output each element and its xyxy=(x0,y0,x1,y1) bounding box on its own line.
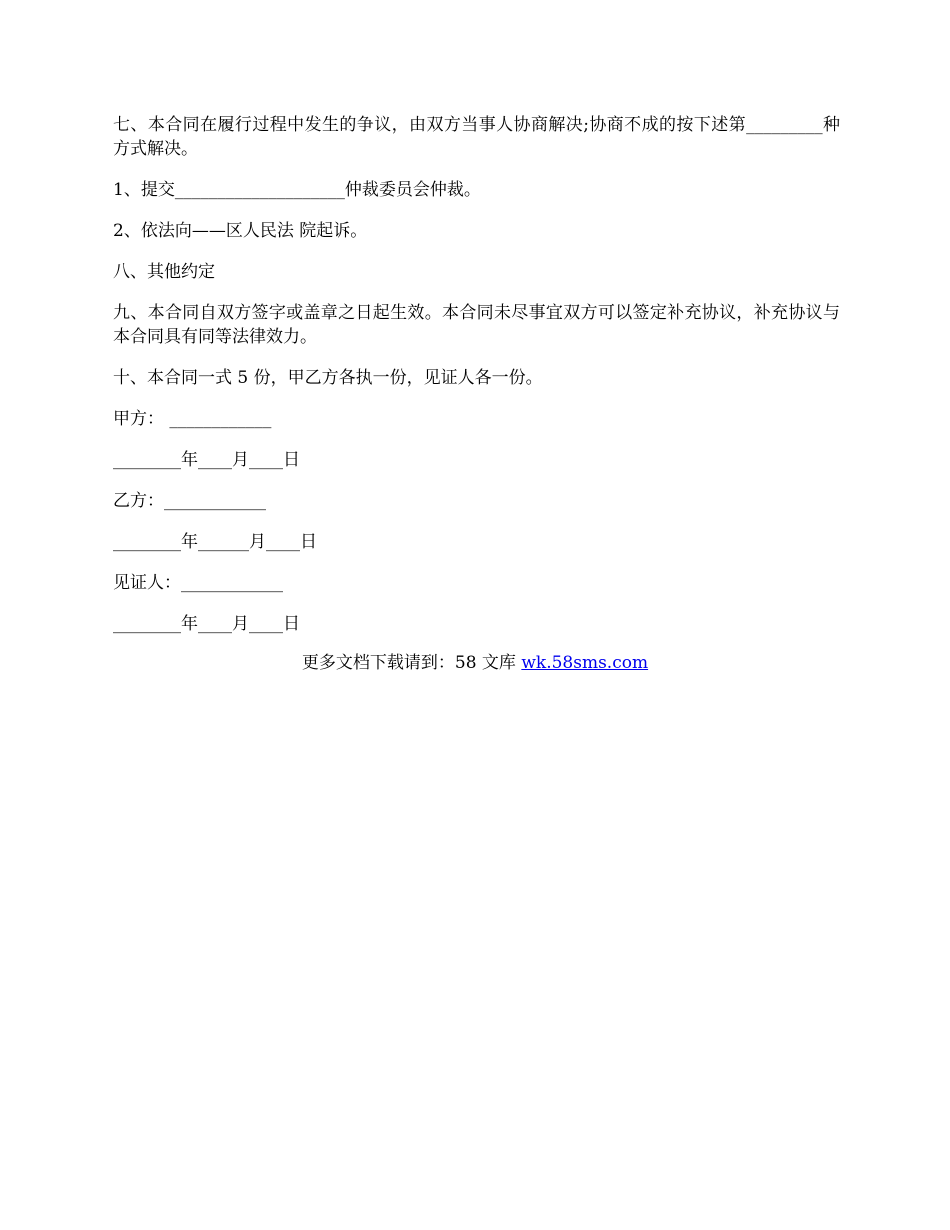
clause-7-dispute: 七、本合同在履行过程中发生的争议，由双方当事人协商解决;协商不成的按下述第_________种方式解决。 xyxy=(113,115,840,159)
clause-8-other: 八、其他约定 xyxy=(113,262,215,282)
witness-date: ________年____月____日 xyxy=(113,614,300,634)
download-footer xyxy=(0,651,950,675)
clause-arbitration: 1、提交____________________仲裁委员会仲裁。 xyxy=(113,180,481,200)
footer-link[interactable]: wk.58sms.com xyxy=(521,653,649,673)
witness-signature: 见证人：____________ xyxy=(113,573,283,593)
document-body xyxy=(113,113,840,653)
clause-10-copies: 十、本合同一式 5 份，甲乙方各执一份，见证人各一份。 xyxy=(113,368,543,388)
clause-9-effect: 九、本合同自双方签字或盖章之日起生效。本合同未尽事宜双方可以签定补充协议，补充协议与本合同具有同等法律效力。 xyxy=(113,303,840,347)
footer-text: 更多文档下载请到：58 文库 xyxy=(301,653,522,673)
party-a-date: ________年____月____日 xyxy=(113,450,300,470)
party-b-signature: 乙方：____________ xyxy=(113,491,266,511)
clause-litigation: 2、依法向——区人民法 院起诉。 xyxy=(113,221,368,241)
party-b-date: ________年______月____日 xyxy=(113,532,317,552)
party-a-signature: 甲方： ____________ xyxy=(113,409,272,429)
